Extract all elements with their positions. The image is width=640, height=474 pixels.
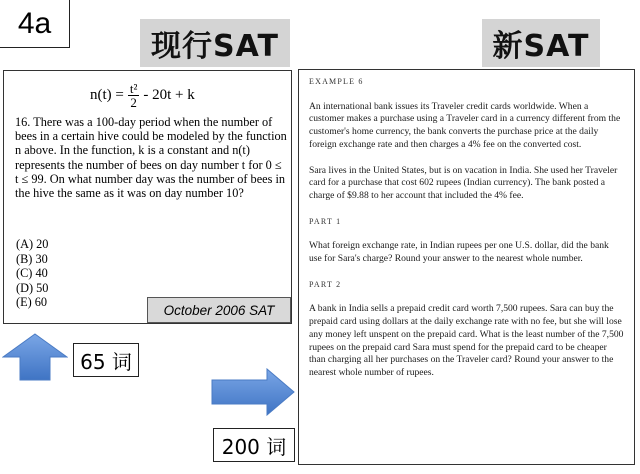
formula-denominator: 2 (130, 94, 137, 110)
heading-new-sat: 新SAT (482, 19, 600, 67)
scenario-paragraph: Sara lives in the United States, but is on vacation in India. She used her Traveler card for a purchase that cost 602 rupees (Indian currency). The bank posted a charge of $9.88 to her account that included the 4% fee. (309, 164, 618, 201)
answer-choices (16, 237, 136, 310)
answer-choice: (E) 60 (16, 295, 48, 310)
function-formula (90, 77, 230, 113)
formula-fraction (128, 82, 140, 109)
part-2-label: PART 2 (309, 279, 342, 289)
source-tag: October 2006 SAT (147, 297, 291, 323)
part-1-text: What foreign exchange rate, in Indian rupees per one U.S. dollar, did the bank use for Sara's charge? Round your answer to the nearest whole number. (309, 240, 609, 265)
example-label: EXAMPLE 6 (309, 77, 364, 86)
intro-paragraph: An international bank issues its Traveler credit cards worldwide. When a customer makes a purchase using a Traveler card in a currency different from the customer's home currency, the bank converts the purchase price at the daily foreign exchange rate and then charges a 4% fee on the converted cost. (309, 100, 621, 150)
slide-label: 4a (0, 0, 70, 48)
current-sat-question-panel (3, 70, 292, 324)
answer-choice: (B) 30 (16, 251, 48, 266)
part-2-text: A bank in India sells a prepaid credit card worth 7,500 rupees. Sara can buy the prepaid card using dollars at the daily exchange rate with no fee, but she will lose any money left unspent on the prepaid card. What is the least number of the 7,500 rupees on the prepaid card Sara must spend for the prepaid card to be cheaper than charging all her purchases on the Traveler card? Round your answer to the nearest whole number of rupees. (309, 303, 624, 378)
question-text: 16. There was a 100-day period when the number of bees in a certain hive could be modeled by the function n above. In the function, k is a constant and n(t) represents the number of bees on day number t for 0 ≤ t ≤ 99. On what number day was the number of bees in the hive the same as it was on day number 10? (15, 115, 287, 201)
formula-rest: - 20t + k (143, 86, 195, 103)
answer-choice: (A) 20 (16, 237, 49, 251)
answer-choice: (D) 50 (16, 280, 49, 295)
answer-choice: (C) 40 (16, 266, 48, 281)
heading-current-sat: 现行SAT (140, 19, 290, 67)
word-count-current: 65 词 (73, 343, 139, 377)
word-count-new: 200 词 (213, 428, 295, 462)
formula-numerator: t² (129, 80, 138, 96)
up-arrow-icon (2, 333, 68, 381)
right-arrow-icon (211, 368, 295, 416)
formula-lhs: n(t) = (90, 86, 124, 103)
new-sat-question-panel (298, 69, 635, 465)
part-1-label: PART 1 (309, 216, 342, 226)
